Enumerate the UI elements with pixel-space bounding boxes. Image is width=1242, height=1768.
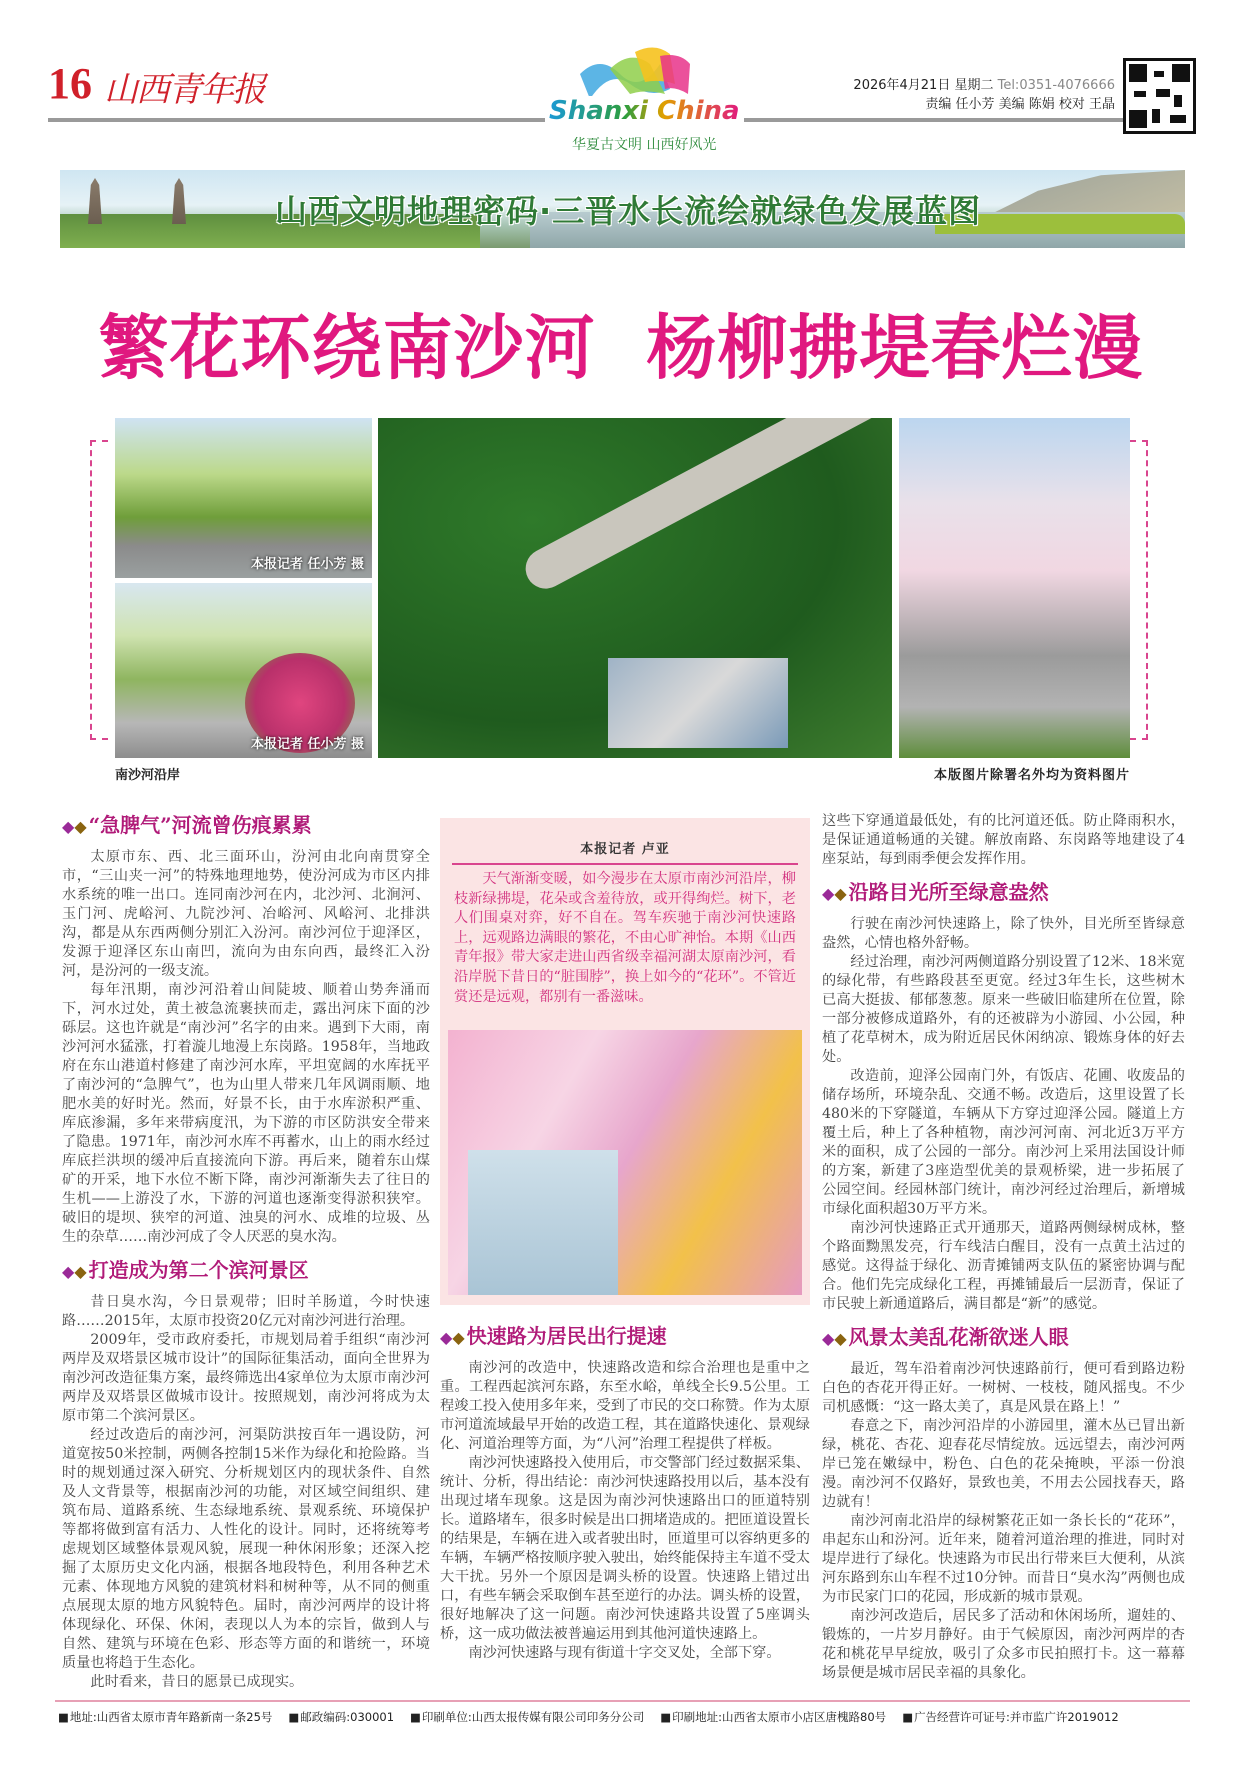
paragraph-continued: 这些下穿通道最低处，有的比河道还低。防止降雨积水，是保证通道畅通的关键。解放南路、东岗路等地建设了4座泵站，每到雨季便会发挥作用。 (822, 813, 1185, 867)
section-heading: ◆◆ 打造成为第二个滨河景区 (62, 1258, 309, 1282)
footer-print-address: ■ 印刷地址:山西省太原市小店区唐槐路80号 (660, 1709, 886, 1725)
slogan: 华夏古文明 山西好风光 (572, 137, 717, 153)
photo-family-blossoms (448, 1030, 802, 1295)
paragraph: 此时看来，昔日的愿景已成现实。 (90, 1674, 304, 1690)
paragraph: 经过治理，南沙河两侧道路分别设置了12米、18米宽的绿化带，有些路段甚至更宽。经过3年生长，这些树木已高大挺拔、郁郁葱葱。原来一些破旧临建所在位置，除一部分被修成道路外，有的还被辟为小游园、小公园，种植了花草树木，成为附近居民休闲纳凉、锻炼身体的好去处。 (822, 954, 1185, 1065)
section-heading: ◆◆ 风景太美乱花渐欲迷人眼 (822, 1325, 1069, 1349)
paragraph: 经过改造后的南沙河，河渠防洪按百年一遇设防，河道宽按50米控制，两侧各控制15米作为绿化和抢险路。当时的规划通过深入研究、分析规划区内的现状条件、自然及人文背景等，根据南沙河的功能，对区域空间组织、建筑布局、道路系统、生态绿地系统、景观系统、环境保护等都将做到富有活力、人性化的设计。同时，还将统筹考虑规划区域整体景观风貌，展现一种休闲形象；还深入挖掘了太原历史文化内涵，根据各地段特色，利用各种艺术元素、体现地方风貌的建筑材料和树种等，从不同的侧重点展现太原的地方风貌特色。届时，南沙河两岸的设计将体现绿化、环保、休闲，表现以人为本的宗旨，做到人与自然、建筑与环境在色彩、形态等方面的和谐统一，环境质量也将趋于生态化。 (62, 1427, 430, 1671)
paragraph: 太原市东、西、北三面环山，汾河由北向南贯穿全市，“三山夹一河”的特殊地理地势，使汾河成为市区内排水系统的唯一出口。连同南沙河在内，北沙河、北涧河、玉门河、虎峪河、九院沙河、冶峪河、风峪河、北排洪沟，都是从东西两侧分别汇入汾河。南沙河位于迎泽区，发源于迎泽区东山南凹，流向为由东向西，最终汇入汾河，是汾河的一级支流。 (62, 849, 430, 979)
photo-frame-right (1130, 440, 1148, 740)
banner-title: 山西文明地理密码·三晋水长流绘就绿色发展蓝图 (275, 192, 982, 230)
photo-blossom-walkway (899, 418, 1130, 758)
footer-info (58, 1709, 1119, 1725)
section-heading: ◆◆ 沿路目光所至绿意盎然 (822, 880, 1049, 904)
article-column-2 (440, 1313, 810, 1663)
paragraph: 南沙河南北沿岸的绿树繁花正如一条长长的“花环”，串起东山和汾河。近年来，随着河道治理的推进，同时对堤岸进行了绿化。快速路为市民出行带来巨大便利，从滨河东路到东山车程不过10分钟。而昔日“臭水沟”两侧也成为市民家门口的花园，形成新的城市景观。 (822, 1513, 1185, 1605)
article-column-1 (62, 812, 430, 1692)
footer-ad-license: ■ 广告经营许可证号:并市监广许2019012 (902, 1709, 1118, 1725)
dateline (853, 74, 1115, 93)
section-heading: ◆◆ 快速路为居民出行提速 (440, 1324, 667, 1348)
footer-rule (55, 1700, 1190, 1702)
photo-riverside-trees (115, 418, 372, 578)
byline: 本报记者 卢亚 (580, 842, 670, 857)
paragraph: 春意之下，南沙河沿岸的小游园里，灌木丛已冒出新绿，桃花、杏花、迎春花尽情绽放。远远望去，南沙河两岸已笼在嫩绿中，粉色、白色的花朵掩映，平添一份浪漫。南沙河不仅路好，景致也美，不用去公园找春天，路边就有！ (822, 1418, 1185, 1510)
telephone: Tel:0351-4076666 (997, 78, 1115, 93)
pagoda-icon (172, 178, 186, 224)
photo-aerial-river (378, 418, 892, 758)
editor-credits: 责编 任小芳 美编 陈娟 校对 王晶 (925, 97, 1115, 112)
main-headline: 繁花环绕南沙河 杨柳拂堤春烂漫 (98, 306, 1144, 389)
paragraph: 行驶在南沙河快速路上，除了快外，目光所至皆绿意盎然，心情也格外舒畅。 (822, 916, 1185, 951)
lead-paragraph: 天气渐渐变暖，如今漫步在太原市南沙河沿岸，柳枝新绿拂堤，花朵或含羞待放，或开得绚烂。树下，老人们围桌对弈，好不自在。驾车疾驰于南沙河快速路上，远观路边满眼的繁花，不由心旷神怡。本期《山西青年报》带大家走进山西省级幸福河湖太原南沙河，看沿岸脱下昔日的“脏围脖”，换上如今的“花环”。不管近赏还是远观，都别有一番滋味。 (454, 871, 796, 1005)
qr-code-icon[interactable] (1123, 58, 1196, 134)
logo-text: Shanxi China (545, 96, 744, 126)
paragraph: 每年汛期，南沙河沿着山间陡坡、顺着山势奔涌而下，河水过处，黄土被急流裹挟而走，露出河床下面的沙砾层。这也许就是“南沙河”名字的由来。遇到下大雨，南沙河河水猛涨，打着漩儿地漫上东岗路。1958年，当地政府在东山港道村修建了南沙河水库，平坦宽阔的水库抚平了南沙河的“急脾气”，也为山里人带来几年风调雨顺、地肥水美的好时光。然而，好景不长，由于水库淤积严重、库底渗漏，多年来带病度汛，为下游的市区防洪安全带来了隐患。1971年，南沙河水库不再蓄水，山上的雨水经过库底拦洪坝的缓冲后直接流向下游。再后来，随着东山煤矿的开采，地下水位不断下降，南沙河渐渐失去了往日的生机——上游没了水，下游的河道也逐渐变得淤积狭窄。破旧的堤坝、狭窄的河道、浊臭的河水、成堆的垃圾、丛生的杂草……南沙河成了令人厌恶的臭水沟。 (62, 982, 430, 1245)
paragraph: 改造前，迎泽公园南门外，有饭店、花圃、收废品的储存场所，环境杂乱、交通不畅。改造后，这里设置了长480米的下穿隧道，车辆从下方穿过迎泽公园。隧道上方覆土后，种上了各种植物，南沙河河南、河北近3万平方米的面积，成了公园的一部分。南沙河上采用法国设计师的方案，新建了3座造型优美的景观桥梁，进一步拓展了公园空间。经园林部门统计，南沙河经过治理后，新增城市绿化面积超30万平方米。 (822, 1068, 1185, 1217)
paragraph: 南沙河快速路投入使用后，市交警部门经过数据采集、统计、分析，得出结论：南沙河快速路投用以后，基本没有出现过堵车现象。这是因为南沙河快速路出口的匝道特别长。道路堵车，很多时候是出口拥堵造成的。把匝道设置长的结果是，车辆在进入或者驶出时，匝道里可以容纳更多的车辆，车辆严格按顺序驶入驶出，始终能保持主车道不受太大干扰。另外一个原因是调头桥的设置。快速路上错过出口，有些车辆会采取倒车甚至逆行的办法。调头桥的设置，很好地解决了这一问题。南沙河快速路共设置了5座调头桥，这一成功做法被普遍运用到其他河道快速路上。 (440, 1455, 810, 1642)
page-number: 16 (48, 59, 92, 108)
paragraph: 最近，驾车沿着南沙河快速路前行，便可看到路边粉白色的杏花开得正好。一树树、一枝枝，随风摇曳。不少司机感慨：“这一路太美了，真是风景在路上！” (822, 1361, 1185, 1415)
paragraph: 南沙河改造后，居民多了活动和休闲场所，遛娃的、锻炼的，一片岁月静好。由于气候原因，南沙河两岸的杏花和桃花早早绽放，吸引了众多市民拍照打卡。这一幕幕场景便是城市居民幸福的具象化。 (822, 1608, 1185, 1681)
photo-caption: 南沙河沿岸 (115, 768, 181, 783)
paragraph: 昔日臭水沟，今日景观带；旧时羊肠道，今时快速路……2015年，太原市投资20亿元对南沙河进行治理。 (62, 1294, 430, 1329)
newspaper-masthead: 山西青年报 (104, 70, 264, 110)
footer-printer: ■ 印刷单位:山西太报传媒有限公司印务分公司 (410, 1709, 644, 1725)
divider (452, 863, 798, 865)
photo-source-note: 本版图片除署名外均为资料图片 (933, 768, 1130, 783)
paragraph: 南沙河快速路与现有街道十字交叉处，全部下穿。 (468, 1645, 781, 1661)
issue-date: 2026年4月21日 星期二 (853, 78, 994, 93)
series-banner (60, 170, 1185, 248)
article-column-3 (822, 812, 1185, 1683)
paragraph: 南沙河快速路正式开通那天，道路两侧绿树成林，整个路面黝黑发亮，行车线洁白醒目，没有一点黄土沾过的感觉。这得益于绿化、沥青摊铺两支队伍的紧密协调与配合。他们先完成绿化工程，再摊铺最后一层沥青，保证了市民驶上新通道路后，满目都是“新”的感觉。 (822, 1220, 1185, 1312)
paragraph: 南沙河的改造中，快速路改造和综合治理也是重中之重。工程西起滨河东路，东至水峪，单线全长9.5公里。工程竣工投入使用多年来，受到了市民的交口称赞。作为太原市河道流域最早开始的改造工程，其在道路快速化、景观绿化、河道治理等方面，为“八河”治理工程提供了样板。 (440, 1360, 810, 1452)
photo-credit: 本报记者 任小芳 摄 (250, 737, 364, 752)
paragraph: 2009年，受市政府委托，市规划局着手组织“南沙河两岸及双塔景区城市设计”的国际征集活动，面向全世界为南沙河改造征集方案，最终筛选出4家单位为太原市南沙河两岸及双塔景区做城市设计。按照规划，南沙河将成为太原市第二个滨河景区。 (62, 1332, 430, 1424)
photo-riverside-blossoms (115, 583, 372, 758)
footer-address: ■ 地址:山西省太原市青年路新南一条25号 (58, 1709, 272, 1725)
section-heading: ◆◆ “急脾气”河流曾伤痕累累 (62, 813, 312, 837)
photo-credit: 本报记者 任小芳 摄 (250, 557, 364, 572)
photo-frame-left (90, 440, 108, 740)
pagoda-icon (88, 178, 102, 224)
footer-postcode: ■ 邮政编码:030001 (288, 1709, 394, 1725)
